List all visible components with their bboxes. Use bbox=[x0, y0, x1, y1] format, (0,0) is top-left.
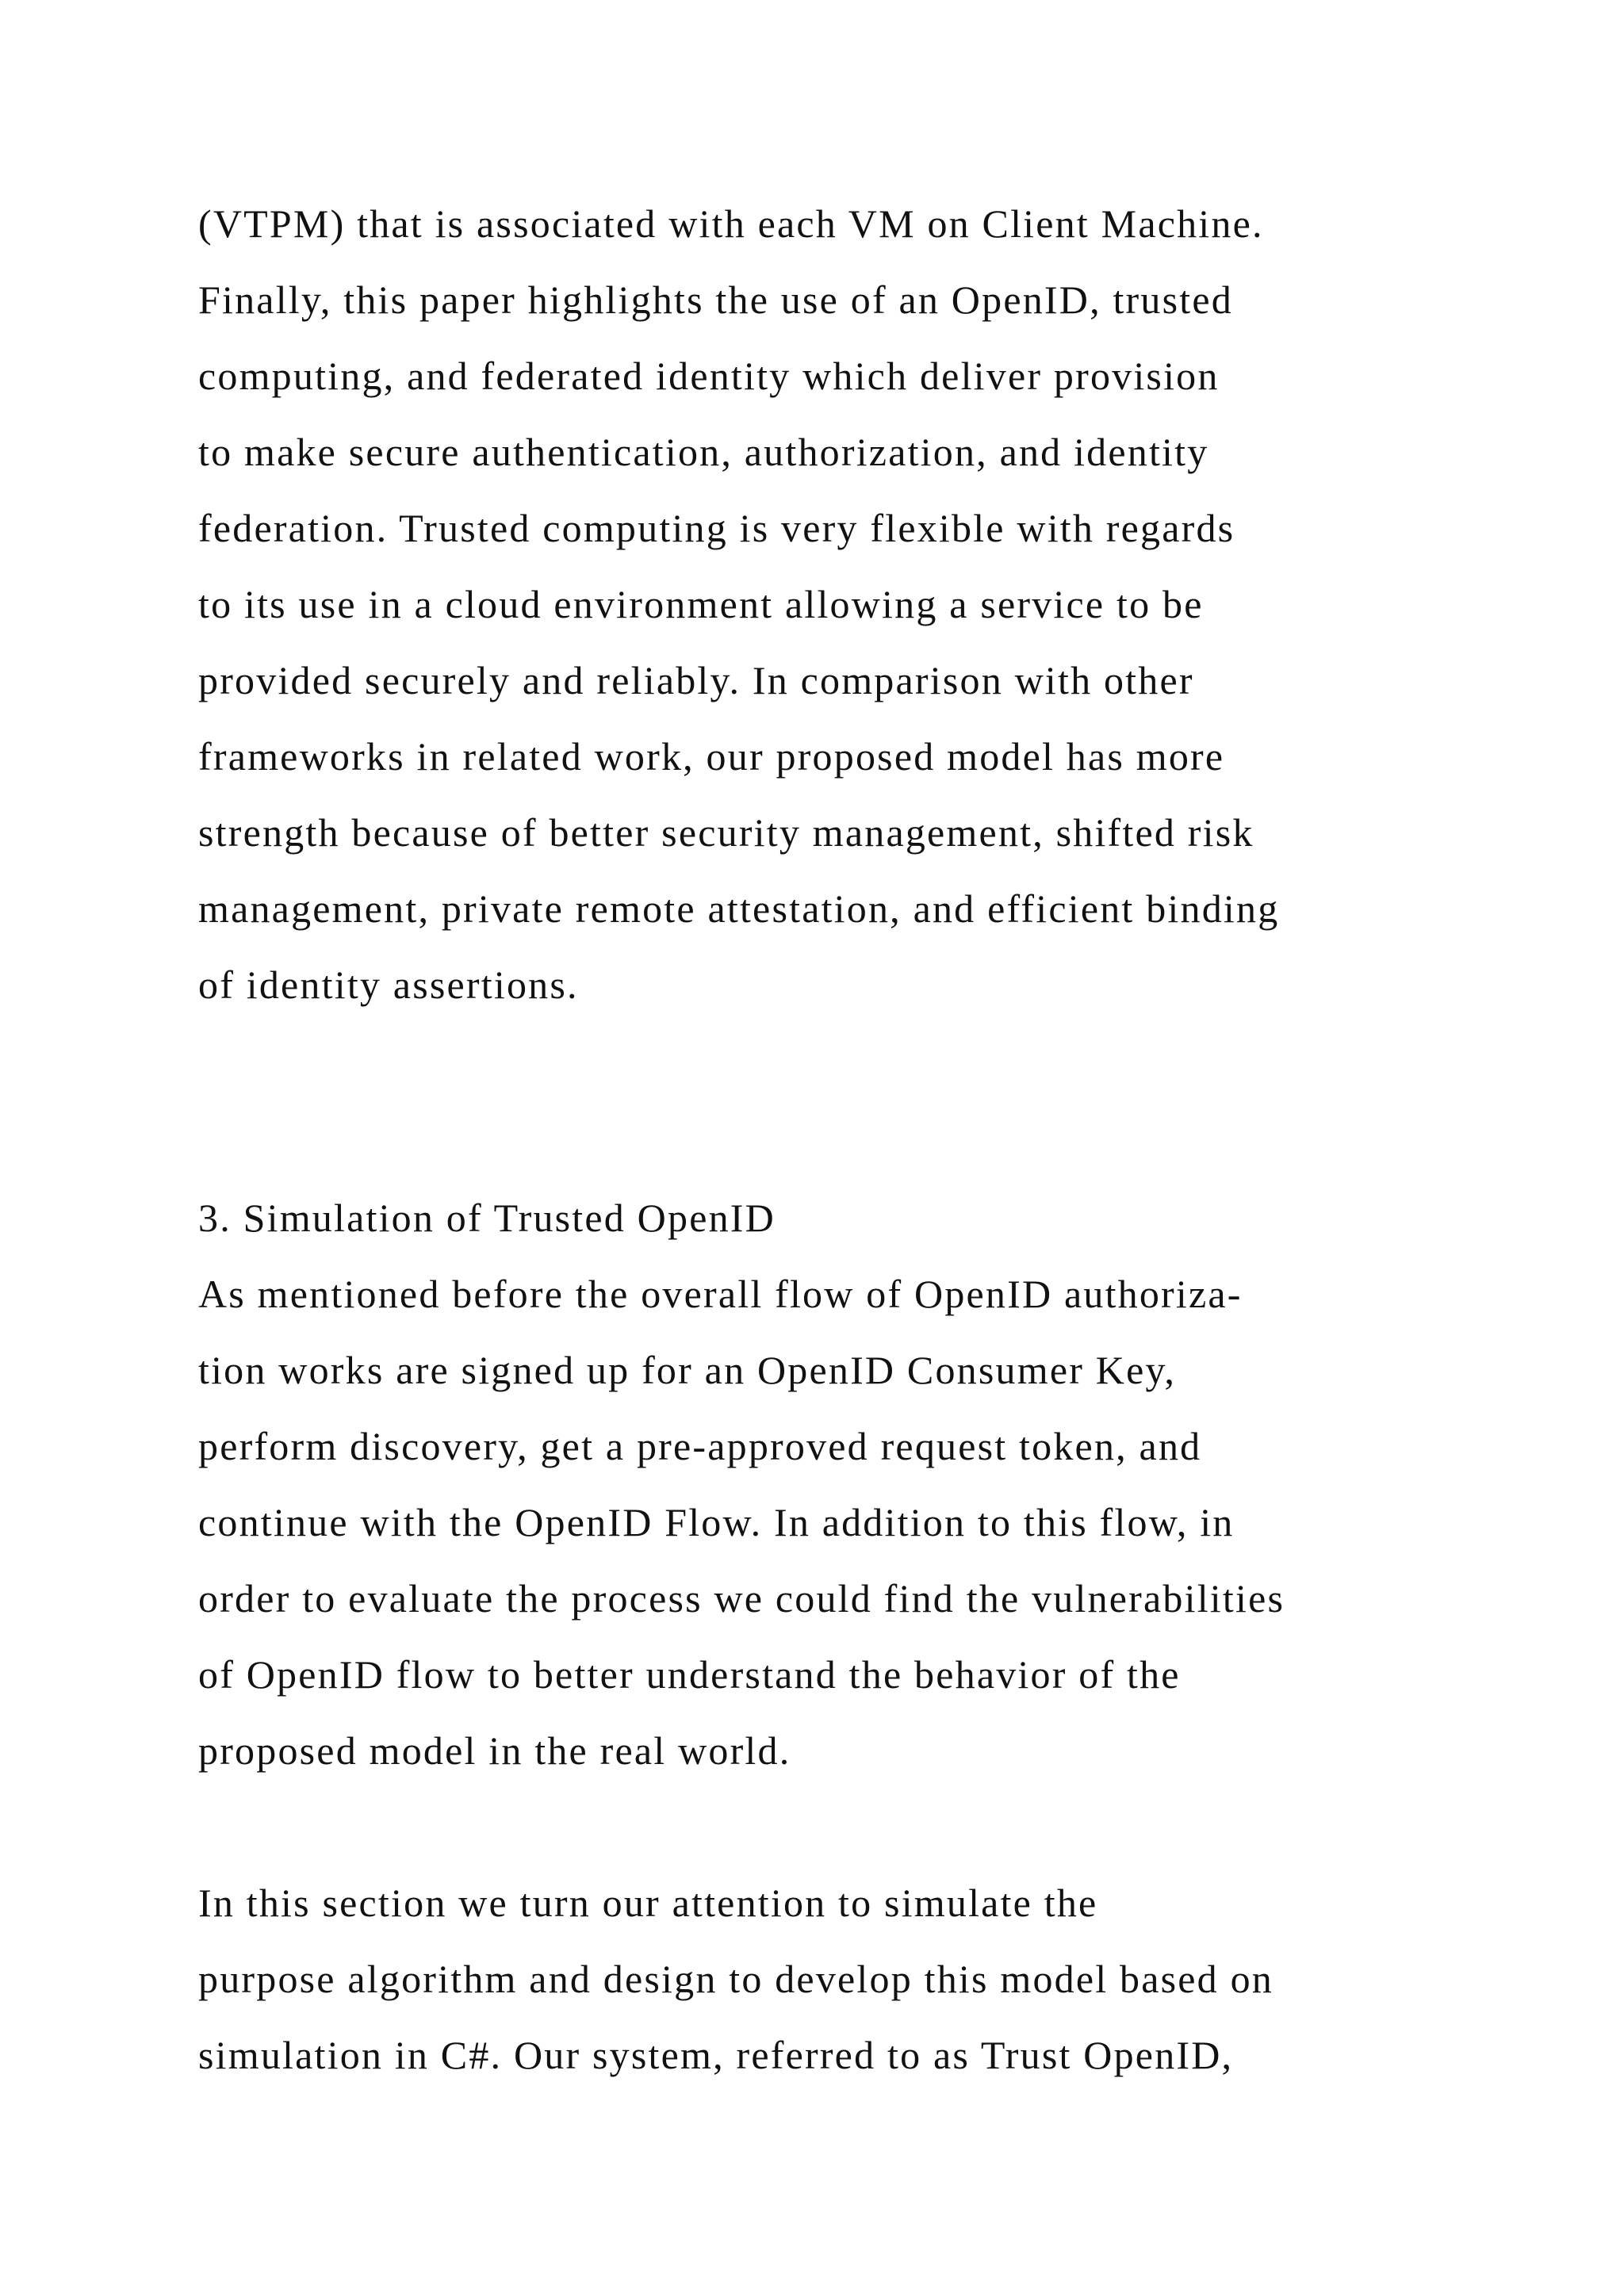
text-line: frameworks in related work, our proposed model has more bbox=[198, 734, 1225, 779]
text-line: simulation in C#. Our system, referred to as Trust OpenID, bbox=[198, 2033, 1234, 2077]
text-line: management, private remote attestation, and efficient binding bbox=[198, 886, 1280, 931]
text-line: to make secure authentication, authorization, and identity bbox=[198, 430, 1209, 474]
text-line: tion works are signed up for an OpenID Consumer Key, bbox=[198, 1348, 1177, 1392]
text-line: perform discovery, get a pre-approved request token, and bbox=[198, 1424, 1202, 1468]
text-line: strength because of better security management, shifted risk bbox=[198, 810, 1254, 855]
text-line: proposed model in the real world. bbox=[198, 1728, 791, 1773]
section-heading: 3. Simulation of Trusted OpenID bbox=[198, 1196, 776, 1240]
text-line: of identity assertions. bbox=[198, 962, 579, 1007]
text-line: (VTPM) that is associated with each VM on Client Machine. bbox=[198, 201, 1264, 246]
text-line: to its use in a cloud environment allowing a service to be bbox=[198, 582, 1204, 626]
text-line: As mentioned before the overall flow of OpenID authoriza- bbox=[198, 1272, 1243, 1316]
text-line: provided securely and reliably. In comparison with other bbox=[198, 658, 1194, 702]
text-line: Finally, this paper highlights the use of an OpenID, trusted bbox=[198, 277, 1233, 322]
text-line: continue with the OpenID Flow. In addition to this flow, in bbox=[198, 1500, 1235, 1544]
text-line: computing, and federated identity which deliver provision bbox=[198, 354, 1220, 398]
text-line: order to evaluate the process we could find the vulnerabilities bbox=[198, 1576, 1285, 1621]
text-line: of OpenID flow to better understand the behavior of the bbox=[198, 1652, 1181, 1697]
text-line: In this section we turn our attention to simulate the bbox=[198, 1881, 1098, 1925]
text-line: federation. Trusted computing is very flexible with regards bbox=[198, 506, 1235, 550]
text-line: purpose algorithm and design to develop this model based on bbox=[198, 1957, 1274, 2001]
